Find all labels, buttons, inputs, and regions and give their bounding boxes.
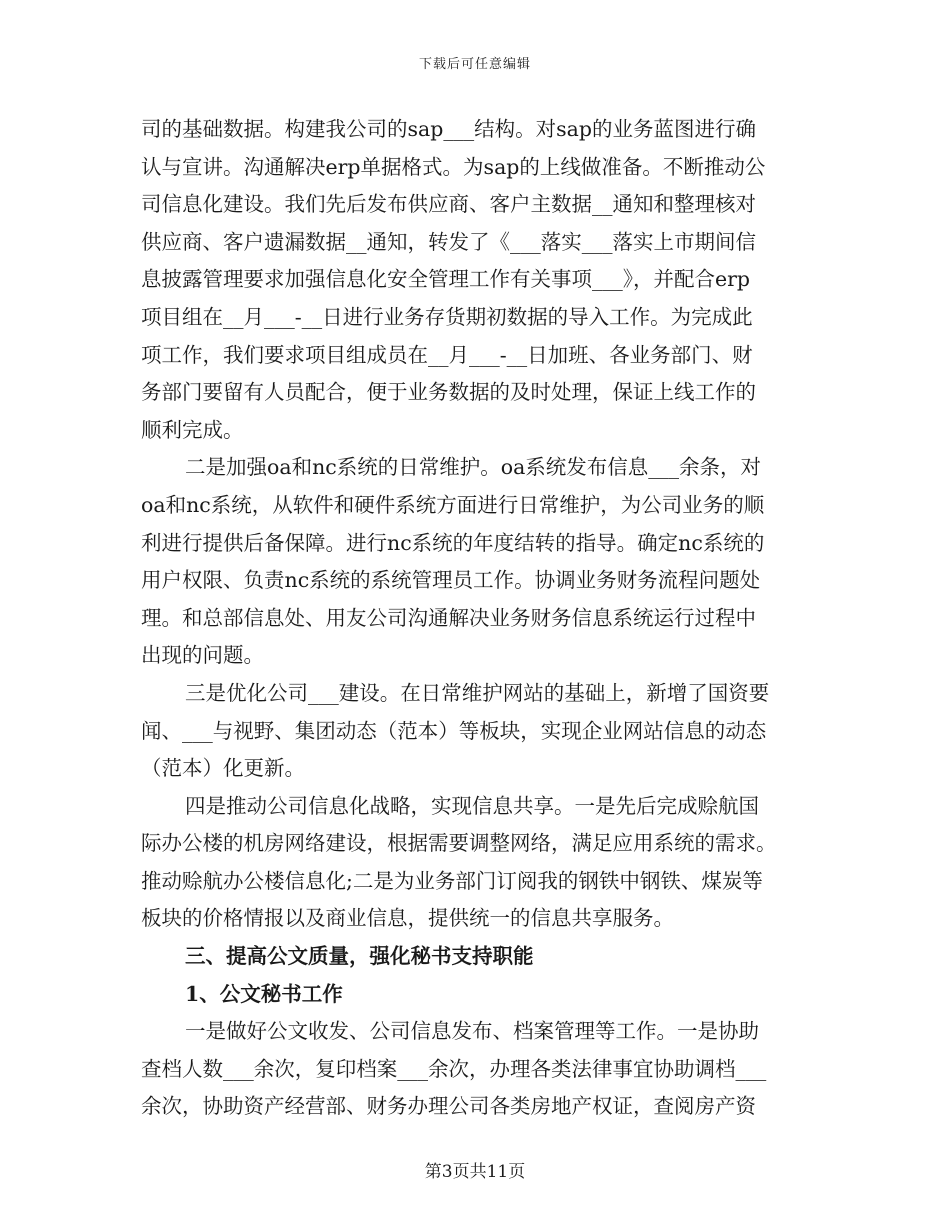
document-body	[141, 111, 817, 1126]
paragraph-line: 利进行提供后备保障。进行nc系统的年度结转的指导。确定nc系统的	[141, 530, 765, 555]
paragraph-line: 用户权限、负责nc系统的系统管理员工作。协调业务财务流程问题处	[141, 568, 761, 593]
paragraph-line: oa和nc系统，从软件和硬件系统方面进行日常维护，为公司业务的顺	[141, 492, 765, 517]
paragraph-line: 息披露管理要求加强信息化安全管理工作有关事项___》，并配合erp	[141, 267, 751, 292]
subsection-heading: 1、公文秘书工作	[185, 981, 343, 1006]
paragraph-line: 司信息化建设。我们先后发布供应商、客户主数据__通知和整理核对	[141, 192, 756, 217]
paragraph-line: 务部门要留有人员配合，便于业务数据的及时处理，保证上线工作的	[141, 380, 756, 405]
paragraph-line: 闻、___与视野、集团动态（范本）等板块，实现企业网站信息的动态	[141, 718, 767, 743]
paragraph-line: 顺利完成。	[141, 417, 244, 442]
section-heading: 三、提高公文质量，强化秘书支持职能	[185, 944, 534, 969]
paragraph-line: 出现的问题。	[141, 643, 264, 668]
paragraph-line: 供应商、客户遗漏数据__通知，转发了《___落实___落实上市期间信	[141, 229, 756, 254]
paragraph-line: 项目组在__月___-__日进行业务存货期初数据的导入工作。为完成此	[141, 304, 753, 329]
paragraph-line: 四是推动公司信息化战略，实现信息共享。一是先后完成赊航国	[185, 793, 759, 818]
paragraph-line: 余次，协助资产经营部、财务办理公司各类房地产权证，查阅房产资	[141, 1094, 756, 1119]
page-footer: 第3页共11页	[424, 1162, 526, 1182]
paragraph-line: 司的基础数据。构建我公司的sap___结构。对sap的业务蓝图进行确	[141, 117, 756, 141]
paragraph-line: （范本）化更新。	[141, 756, 305, 781]
paragraph-line: 一是做好公文收发、公司信息发布、档案管理等工作。一是协助	[185, 1019, 759, 1044]
paragraph-line: 板块的价格情报以及商业信息，提供统一的信息共享服务。	[141, 906, 674, 931]
paragraph-line: 认与宣讲。沟通解决erp单据格式。为sap的上线做准备。不断推动公	[141, 154, 766, 179]
paragraph-line: 二是加强oa和nc系统的日常维护。oa系统发布信息___余条，对	[185, 455, 762, 480]
paragraph-line: 项工作，我们要求项目组成员在__月___-__日加班、各业务部门、财	[141, 342, 753, 367]
paragraph-line: 三是优化公司___建设。在日常维护网站的基础上，新增了国资要	[185, 680, 770, 705]
page-header: 下载后可任意编辑	[418, 57, 531, 72]
paragraph-line: 理。和总部信息处、用友公司沟通解决业务财务信息系统运行过程中	[141, 605, 756, 630]
paragraph-line: 查档人数___余次，复印档案___余次，办理各类法律事宜协助调档___	[141, 1056, 767, 1081]
paragraph-line: 推动赊航办公楼信息化;二是为业务部门订阅我的钢铁中钢铁、煤炭等	[141, 868, 763, 893]
paragraph-line: 际办公楼的机房网络建设，根据需要调整网络，满足应用系统的需求。	[141, 831, 777, 856]
